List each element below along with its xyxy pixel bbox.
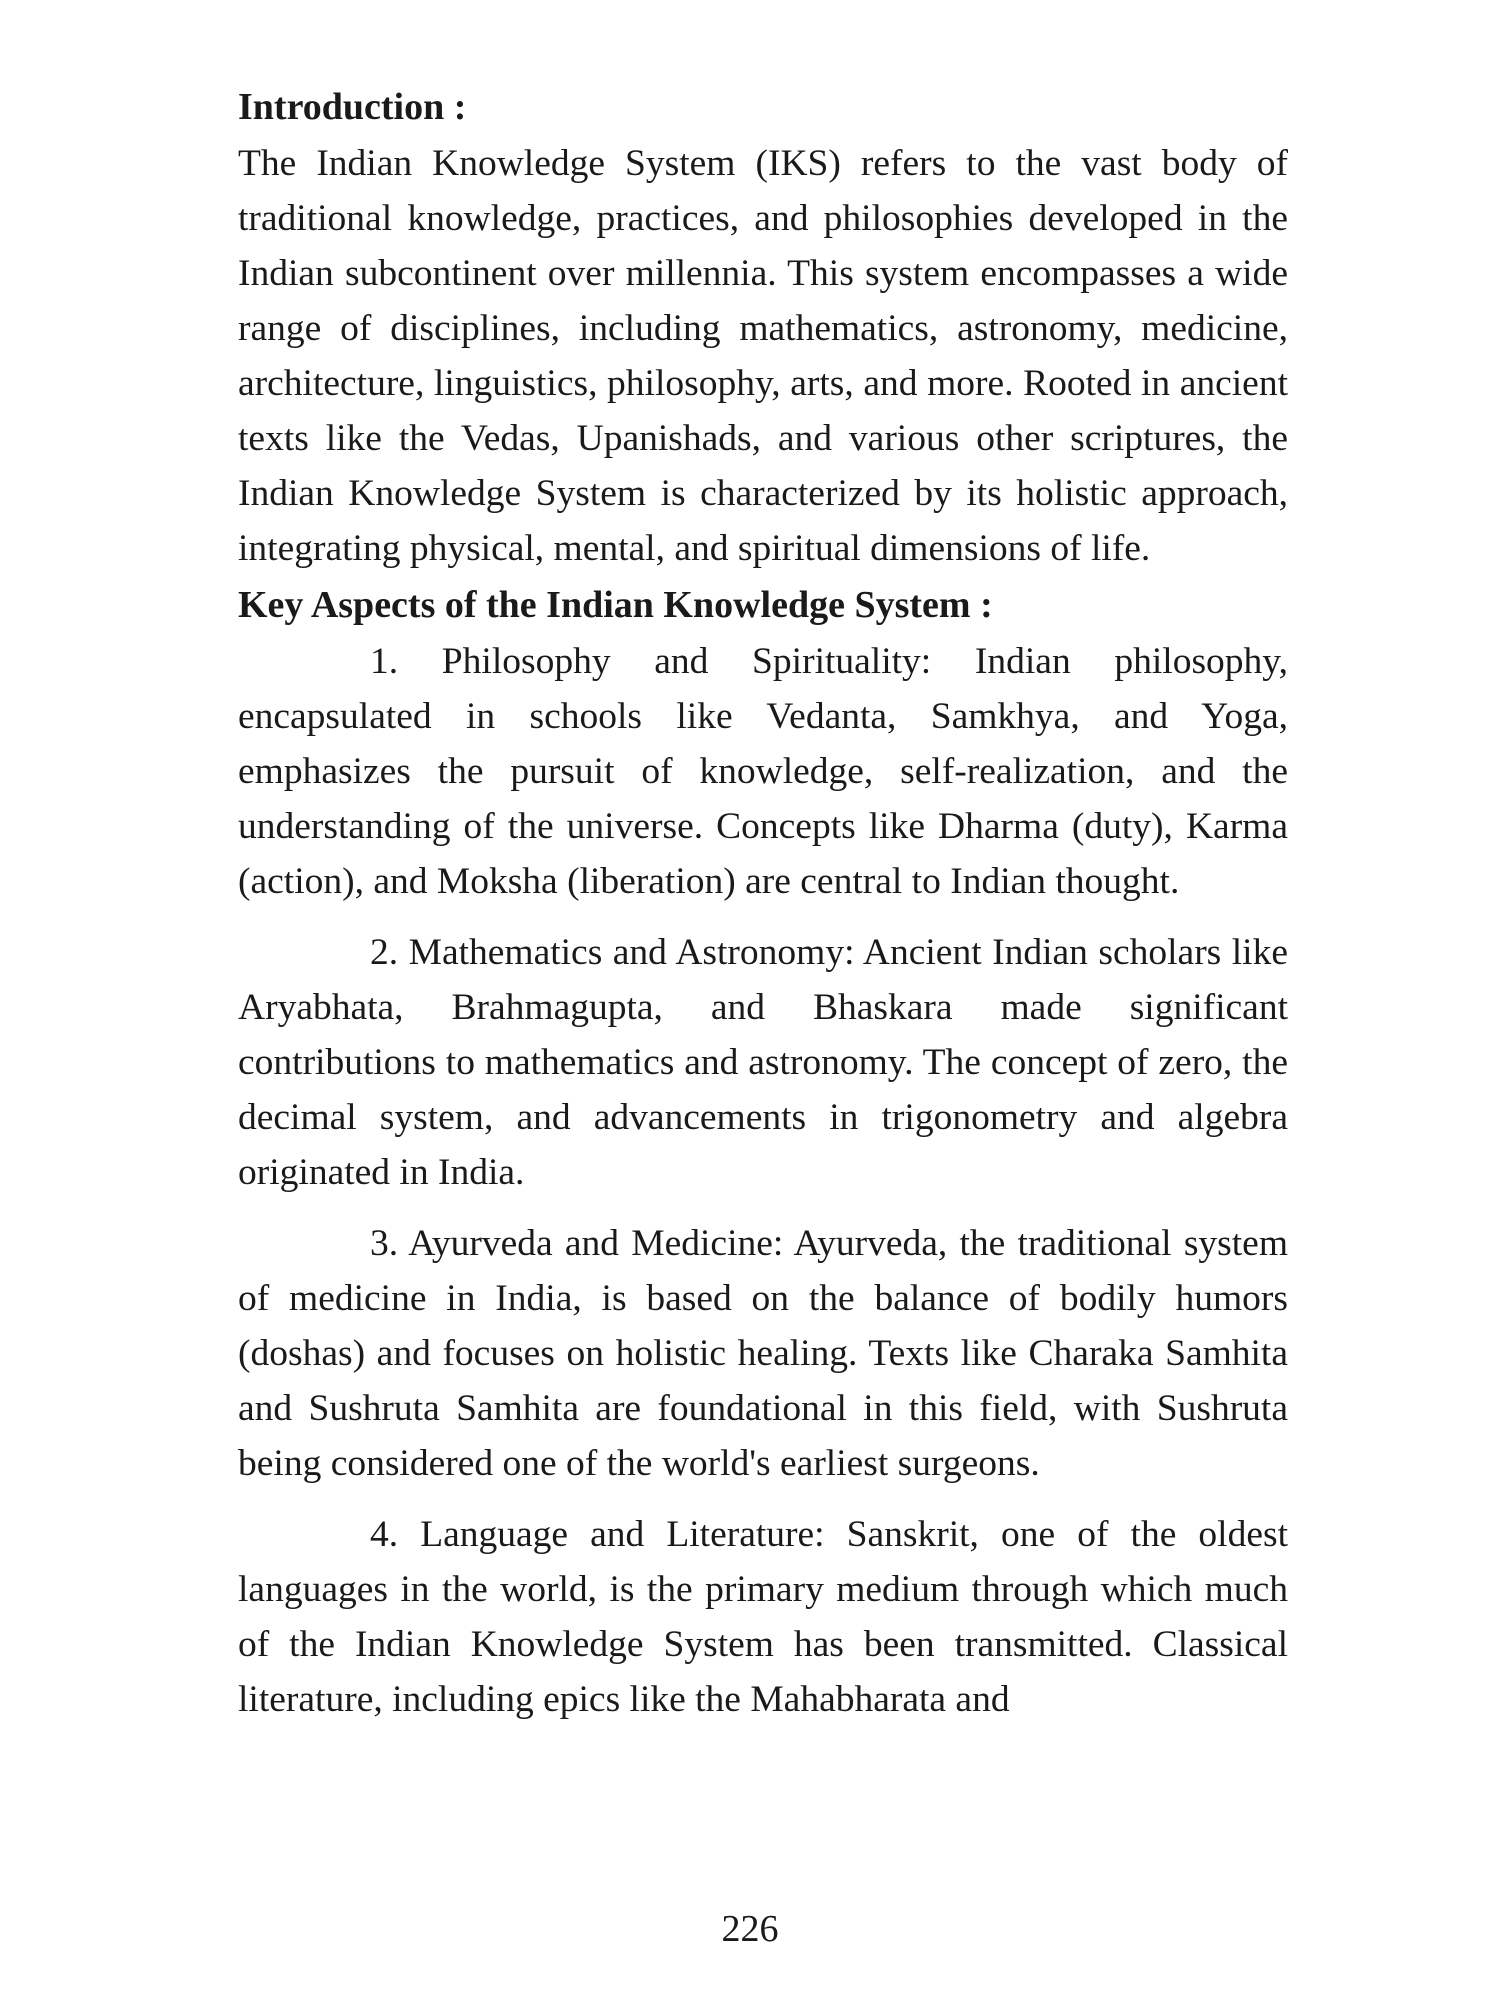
aspect-language-paragraph: 4. Language and Literature: Sanskrit, one of the oldest languages in the world, is the primary medium through which much of the Indian Knowledge System has been transmitted. Classical literature, including epics like the Mahabharata and bbox=[238, 1514, 1288, 1720]
aspect-philosophy-paragraph: 1. Philosophy and Spirituality: Indian philosophy, encapsulated in schools like Vedanta, Samkhya, and Yoga, emphasizes the pursuit of knowledge, self-realization, and the understanding of the universe. Concepts like Dharma (duty), Karma (action), and Moksha (liberation) are central to Indian thought. bbox=[238, 641, 1288, 902]
page-body bbox=[238, 80, 1288, 1727]
aspect-ayurveda-paragraph: 3. Ayurveda and Medicine: Ayurveda, the traditional system of medicine in India, is based on the balance of bodily humors (doshas) and focuses on holistic healing. Texts like Charaka Samhita and Sushruta Samhita are foundational in this field, with Sushruta being considered one of the world's earliest surgeons. bbox=[238, 1223, 1288, 1484]
introduction-heading: Introduction : bbox=[238, 86, 467, 128]
key-aspects-heading: Key Aspects of the Indian Knowledge System : bbox=[238, 584, 993, 626]
page-number: 226 bbox=[721, 1908, 779, 1950]
aspect-mathematics-paragraph: 2. Mathematics and Astronomy: Ancient Indian scholars like Aryabhata, Brahmagupta, and Bhaskara made significant contributions to mathematics and astronomy. The concept of zero, the decimal system, and advancements in trigonometry and algebra originated in India. bbox=[238, 932, 1288, 1193]
introduction-paragraph: The Indian Knowledge System (IKS) refers to the vast body of traditional knowledge, practices, and philosophies developed in the Indian subcontinent over millennia. This system encompasses a wide range of disciplines, including mathematics, astronomy, medicine, architecture, linguistics, philosophy, arts, and more. Rooted in ancient texts like the Vedas, Upanishads, and various other scriptures, the Indian Knowledge System is characterized by its holistic approach, integrating physical, mental, and spiritual dimensions of life. bbox=[238, 143, 1288, 569]
